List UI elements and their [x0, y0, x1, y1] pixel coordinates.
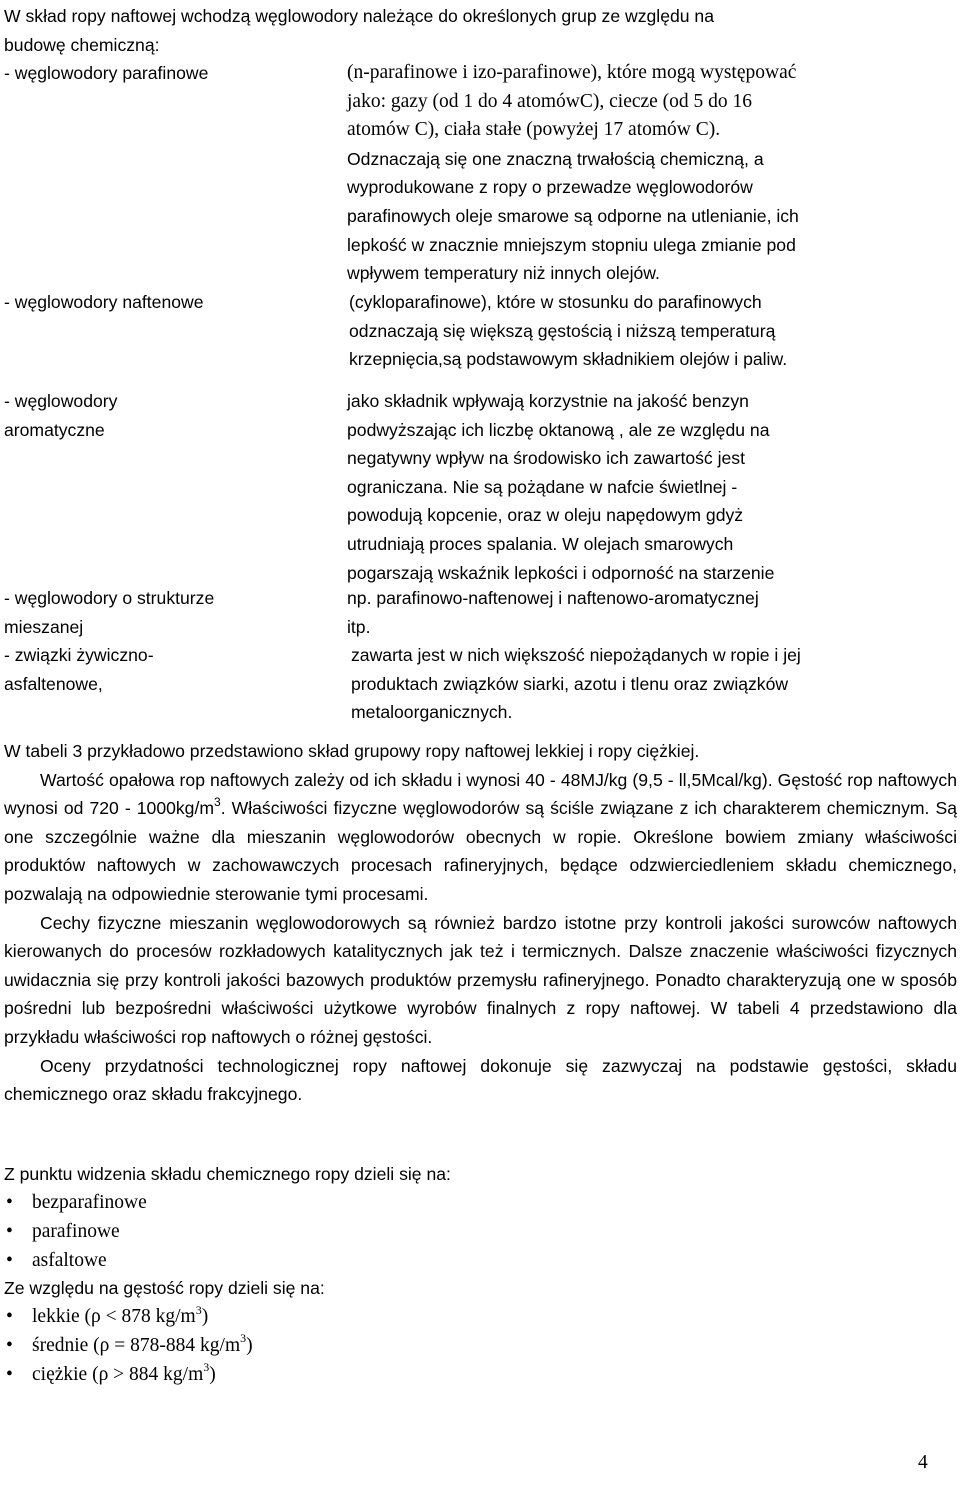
aromatic-line: powodują kopcenie, oraz w oleju napędowym gdyż	[347, 505, 744, 526]
paraffin-line: (n-parafinowe i izo-parafinowe), które mogą występować	[347, 62, 797, 83]
paragraph-table3: W tabeli 3 przykładowo przedstawiono skład grupowy ropy naftowej lekkiej i ropy ciężkiej.	[4, 741, 700, 761]
paraffin-line: wyprodukowane z ropy o przewadze węglowodorów	[347, 177, 753, 198]
mixed-line: itp.	[347, 616, 371, 637]
paraffin-line: lepkość w znacznie mniejszym stopniu ulega zmianie pod	[347, 234, 796, 255]
aromatic-line: podwyższając ich liczbę oktanową , ale ze względu na	[347, 419, 770, 440]
density-classification-list	[4, 1303, 253, 1389]
mixed-label-line: mieszanej	[4, 616, 84, 637]
list-item: • asfaltowe	[4, 1247, 147, 1276]
group-desc-aromatic	[347, 387, 915, 587]
density-class-text: ciężkie (ρ > 884 kg/m	[32, 1363, 204, 1385]
aromatic-line: ograniczana. Nie są pożądane w nafcie świetlnej -	[347, 476, 738, 497]
list-item	[4, 1361, 253, 1390]
superscript-3: 3	[214, 795, 221, 810]
resin-line: zawarta jest w nich większość niepożądanych w ropie i jej	[351, 645, 801, 665]
group-desc-naphthene	[349, 288, 917, 374]
density-class-close: )	[209, 1363, 216, 1385]
naphthene-line: odznaczają się większą gęstością i niższą temperaturą	[349, 320, 776, 341]
resin-label-line: - związki żywiczno-	[4, 645, 154, 665]
paragraph-evaluation: Oceny przydatności technologicznej ropy naftowej dokonuje się zazwyczaj na podstawie gęstości, składu chemicznego oraz składu frakcyjnego.	[4, 1055, 957, 1105]
body-text	[4, 737, 957, 1109]
paragraph-physical-properties: Cechy fizyczne mieszanin węglowodorowych są również bardzo istotne przy kontroli jakości surowców naftowych kierowanych do procesów rozkładowych katalitycznych jak też i termicznych. Dalsze znaczenie właściwości fizycznych uwidacznia się przy kontroli jakości bazowych produktów przemysłu rafineryjnego. Ponadto charakteryzują one w sposób pośredni lub bezpośredni właściwości użytkowe wyrobów finalnych z ropy naftowej. W tabeli 4 przedstawiono dla przykładu właściwości rop naftowych o różnej gęstości.	[4, 912, 957, 1047]
intro	[4, 2, 944, 59]
group-desc-resin	[351, 641, 919, 727]
paraffin-line: jako: gazy (od 1 do 4 atomówC), ciecze (od 5 do 16	[347, 90, 753, 112]
aromatic-label-line: aromatyczne	[4, 419, 105, 440]
group-label-mixed	[4, 584, 334, 641]
list-item	[4, 1303, 253, 1332]
resin-line: produktach związków siarki, azotu i tlenu oraz związków	[351, 673, 789, 694]
group-label-naphthene: - węglowodory naftenowe	[4, 292, 204, 312]
aromatic-label-line: - węglowodory	[4, 391, 118, 411]
density-class-text: średnie (ρ = 878-884 kg/m	[32, 1334, 241, 1356]
density-class-text: lekkie (ρ < 878 kg/m	[32, 1306, 196, 1327]
group-desc-paraffin	[347, 59, 915, 288]
mixed-line: np. parafinowo-naftenowej i naftenowo-aromatycznej	[347, 588, 759, 608]
resin-label-line: asfaltenowe,	[4, 673, 103, 694]
intro-line-1: W skład ropy naftowej wchodzą węglowodory należące do określonych grup ze względu na	[4, 6, 715, 26]
page-number: 4	[918, 1452, 928, 1473]
chemical-classification-heading: Z punktu widzenia składu chemicznego ropy dzieli się na:	[4, 1164, 451, 1184]
resin-line: metaloorganicznych.	[351, 702, 513, 723]
list-item: • bezparafinowe	[4, 1189, 147, 1218]
list-item: • parafinowe	[4, 1218, 147, 1247]
superscript-3: 3	[240, 1331, 247, 1346]
aromatic-line: utrudniają proces spalania. W olejach smarowych	[347, 533, 734, 554]
group-label-paraffin: - węglowodory parafinowe	[4, 63, 209, 83]
heating-value-text-cont: . Właściwości fizyczne węglowodorów są ściśle związane z ich charakterem chemicznym. Są one szczególnie ważne dla mieszanin węglowodorów obecnych w ropie. Określone bowiem zmiany właściwości produktów naftowych w zachowawczych procesach rafineryjnych, będące odzwierciedleniem składu chemicznego, pozwalają na odpowiednie sterowanie tymi procesami.	[4, 798, 957, 904]
density-classification-heading: Ze względu na gęstość ropy dzieli się na:	[4, 1278, 325, 1298]
naphthene-line: krzepnięcia,są podstawowym składnikiem olejów i paliw.	[349, 349, 788, 370]
list-item	[4, 1332, 253, 1361]
group-desc-mixed	[347, 584, 915, 641]
aromatic-line: negatywny wpływ na środowisko ich zawartość jest	[347, 448, 745, 469]
aromatic-line: pogarszają wskaźnik lepkości i odporność na starzenie	[347, 562, 775, 583]
paragraph-heating-value	[4, 766, 957, 909]
paraffin-line: Odznaczają się one znaczną trwałością chemiczną, a	[347, 148, 764, 169]
paraffin-line: atomów C), ciała stałe (powyżej 17 atomów C).	[347, 119, 721, 141]
aromatic-line: jako składnik wpływają korzystnie na jakość benzyn	[347, 391, 749, 411]
group-label-aromatic	[4, 387, 334, 444]
intro-line-2: budowę chemiczną:	[4, 34, 160, 55]
mixed-label-line: - węglowodory o strukturze	[4, 588, 215, 608]
paraffin-line: parafinowych oleje smarowe są odporne na utlenianie, ich	[347, 205, 799, 226]
density-class-close: )	[246, 1334, 253, 1356]
chemical-classification-list	[4, 1189, 147, 1275]
group-label-resin	[4, 641, 334, 698]
density-class-close: )	[201, 1306, 209, 1327]
superscript-3: 3	[195, 1302, 202, 1317]
naphthene-line: (cykloparafinowe), które w stosunku do parafinowych	[349, 292, 762, 312]
heating-value-text: Wartość opałowa rop naftowych zależy od ich składu i wynosi 40 - 48MJ/kg (9,5 - ll,5Mcal/kg). Gęstość rop naftowych wynosi od 720 - 1000kg/m	[4, 769, 957, 819]
paraffin-line: wpływem temperatury niż innych olejów.	[347, 263, 660, 284]
superscript-3: 3	[203, 1360, 210, 1375]
